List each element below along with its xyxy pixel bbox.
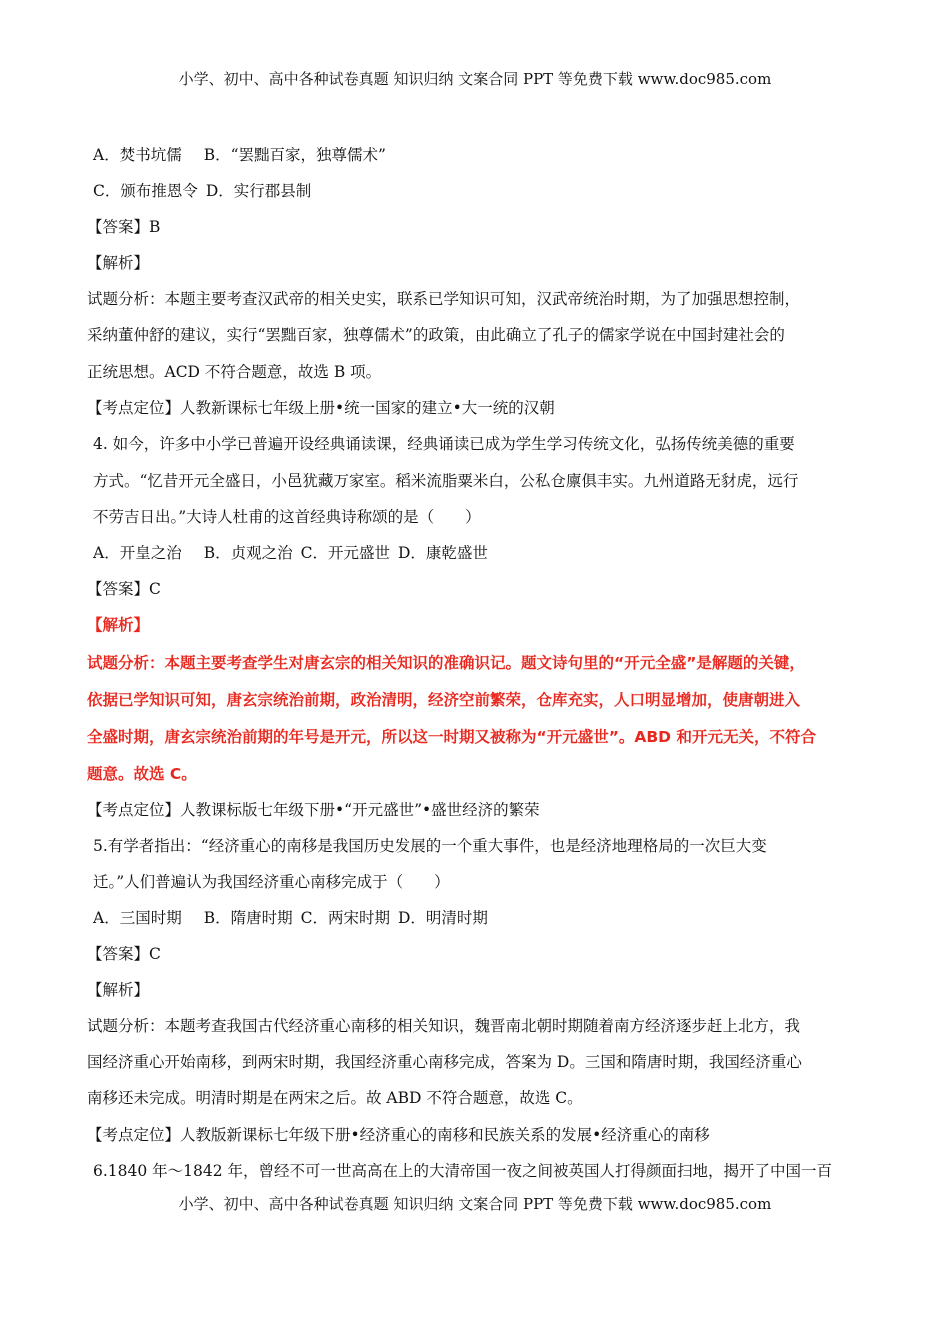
- q3-option-b: B．“罢黜百家，独尊儒术”: [203, 146, 386, 164]
- q4-answer: 【答案】C: [87, 580, 161, 598]
- q4-analysis-line-3: 全盛时期，唐玄宗统治前期的年号是开元，所以这一时期又被称为“开元盛世”。ABD 和开元无关，不符合: [87, 728, 816, 746]
- q5-stem-line-1: 5.有学者指出：“经济重心的南移是我国历史发展的一个重大事件，也是经济地理格局的一次巨大变: [93, 837, 767, 855]
- q4-analysis-line-4: 题意。故选 C。: [87, 765, 197, 783]
- q4-option-b: B．贞观之治: [203, 544, 293, 562]
- q3-analysis-label: 【解析】: [87, 254, 150, 272]
- q5-options-row: [93, 908, 488, 928]
- q5-answer: 【答案】C: [87, 945, 161, 963]
- q3-analysis-line-3: 正统思想。ACD 不符合题意，故选 B 项。: [87, 363, 382, 381]
- q5-analysis-label: 【解析】: [87, 981, 150, 999]
- q5-option-a: A．三国时期: [93, 909, 182, 927]
- page-footer: 小学、初中、高中各种试卷真题 知识归纳 文案合同 PPT 等免费下载 www.doc985.com: [178, 1195, 772, 1213]
- q3-point: 【考点定位】人教新课标七年级上册•统一国家的建立•大一统的汉朝: [87, 399, 555, 417]
- q5-stem-line-2: 迁。”人们普遍认为我国经济重心南移完成于（ ）: [93, 873, 450, 891]
- q6-stem-line-1: 6.1840 年～1842 年，曾经不可一世高高在上的大清帝国一夜之间被英国人打得颜面扫地，揭开了中国一百: [93, 1162, 833, 1180]
- q5-option-b: B．隋唐时期: [203, 909, 293, 927]
- q3-option-a: A．焚书坑儒: [93, 146, 182, 164]
- q4-stem-line-1: 4. 如今，许多中小学已普遍开设经典诵读课，经典诵读已成为学生学习传统文化，弘扬传统美德的重要: [93, 435, 795, 453]
- q3-options-row-2: [93, 181, 311, 201]
- q5-analysis-line-1: 试题分析：本题考查我国古代经济重心南移的相关知识，魏晋南北朝时期随着南方经济逐步赶上北方，我: [87, 1017, 801, 1035]
- q4-option-c: C．开元盛世: [300, 544, 390, 562]
- q5-option-d: D．明清时期: [397, 909, 488, 927]
- q4-analysis-line-2: 依据已学知识可知，唐玄宗统治前期，政治清明，经济空前繁荣，仓库充实，人口明显增加，使唐朝进入: [87, 691, 801, 709]
- q4-stem-line-2: 方式。“忆昔开元全盛日，小邑犹藏万家室。稻米流脂粟米白，公私仓廪俱丰实。九州道路无豺虎，远行: [93, 472, 799, 490]
- q4-option-a: A．开皇之治: [93, 544, 182, 562]
- q3-options-row-1: [93, 145, 386, 165]
- q4-point: 【考点定位】人教课标版七年级下册•“开元盛世”•盛世经济的繁荣: [87, 801, 540, 819]
- q5-option-c: C．两宋时期: [300, 909, 390, 927]
- q4-options-row: [93, 543, 488, 563]
- q3-answer: 【答案】B: [87, 218, 161, 236]
- q3-option-d: D．实行郡县制: [205, 182, 312, 200]
- page-header: 小学、初中、高中各种试卷真题 知识归纳 文案合同 PPT 等免费下载 www.doc985.com: [178, 70, 772, 88]
- q4-analysis-label: 【解析】: [87, 616, 150, 634]
- q4-analysis-line-1: 试题分析：本题主要考查学生对唐玄宗的相关知识的准确识记。题文诗句里的“开元全盛”是解题的关键，: [87, 654, 805, 672]
- q5-point: 【考点定位】人教版新课标七年级下册•经济重心的南移和民族关系的发展•经济重心的南移: [87, 1126, 710, 1144]
- q3-option-c: C．颁布推恩令: [93, 182, 198, 200]
- q5-analysis-line-3: 南移还未完成。明清时期是在两宋之后。故 ABD 不符合题意，故选 C。: [87, 1089, 583, 1107]
- q3-analysis-line-2: 采纳董仲舒的建议，实行“罢黜百家，独尊儒术”的政策，由此确立了孔子的儒家学说在中国封建社会的: [87, 326, 785, 344]
- q5-analysis-line-2: 国经济重心开始南移，到两宋时期，我国经济重心南移完成，答案为 D。三国和隋唐时期，我国经济重心: [87, 1053, 802, 1071]
- q4-stem-line-3: 不劳吉日出。”大诗人杜甫的这首经典诗称颂的是（ ）: [93, 508, 481, 526]
- q4-option-d: D．康乾盛世: [397, 544, 488, 562]
- q3-analysis-line-1: 试题分析：本题主要考查汉武帝的相关史实，联系已学知识可知，汉武帝统治时期，为了加强思想控制，: [87, 290, 801, 308]
